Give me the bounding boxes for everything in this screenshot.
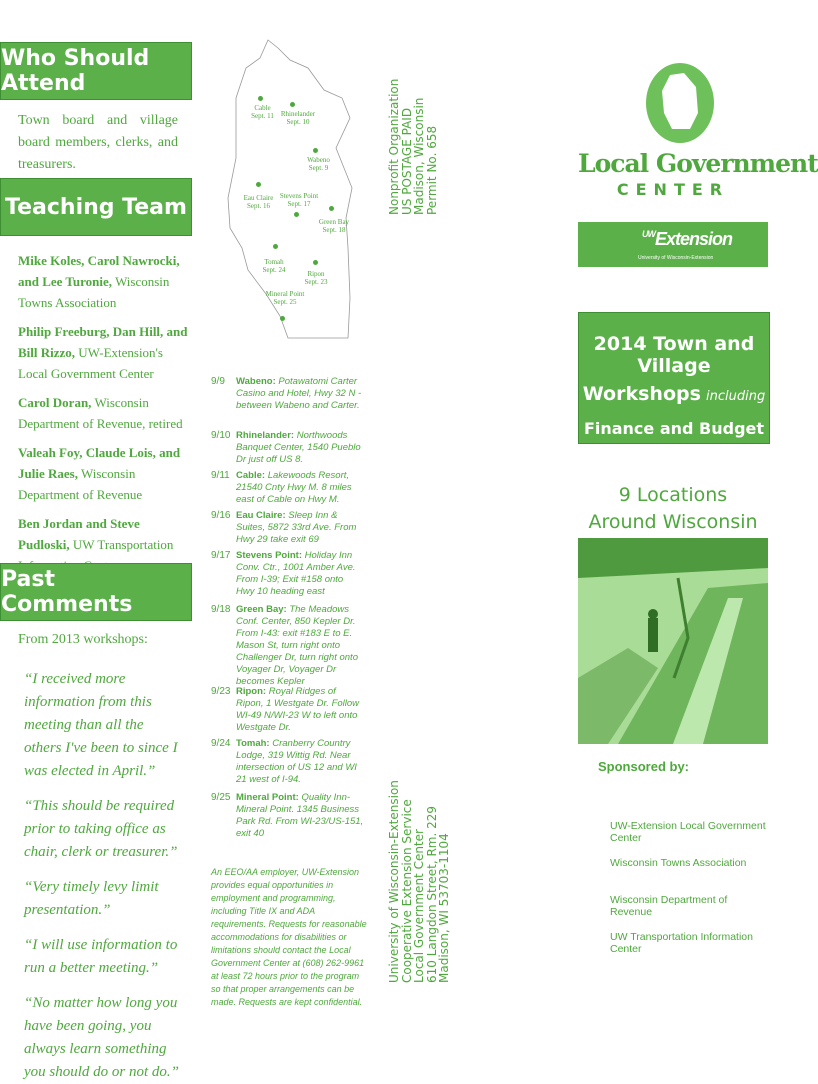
quote: “I received more information from this meeting than all the others I've been to since I was elected in April.” — [24, 671, 178, 779]
map-dot — [258, 96, 263, 101]
schedule-entry: Tomah: Cranberry Country Lodge, 319 Wittig Rd. Near intersection of US 12 and WI 21 west of I-94. — [236, 738, 357, 785]
map-city-mineral-point: Mineral Point Sept. 25 — [265, 290, 305, 306]
sponsor-item: Wisconsin Department of Revenue — [610, 894, 728, 918]
schedule-date: 9/10 — [211, 430, 231, 441]
quote: “This should be required prior to taking office as chair, clerk or treasurer.” — [24, 798, 178, 860]
who-should-attend-text: Town board and village board members, clerks, and treasurers. — [18, 113, 178, 172]
map-city-rhinelander: Rhinelander Sept. 10 — [280, 110, 316, 126]
uw-extension-logo-box — [578, 222, 768, 267]
team-org: Wisconsin Towns Association — [18, 274, 170, 310]
who-should-attend-banner — [0, 42, 192, 100]
schedule-date: 9/9 — [211, 376, 225, 387]
schedule-entry: Mineral Point: Quality Inn-Mineral Point. 1345 Business Park Rd. From WI-23/US-151, exit 40 — [236, 792, 364, 839]
team-entry — [18, 442, 190, 505]
team-org: UW-Extension's Local Government Center — [18, 345, 163, 381]
logo-line2: CENTER — [616, 180, 730, 199]
schedule-entry: Stevens Point: Holiday Inn Conv. Ctr., 1001 Amber Ave. From I-39; Exit #158 onto Hwy 10 heading east — [236, 550, 356, 597]
map-city-tomah: Tomah Sept. 24 — [262, 258, 286, 274]
team-names: Ben Jordan and Steve Pudloski, — [18, 516, 140, 552]
schedule-date: 9/24 — [211, 738, 231, 749]
teaching-team-list — [18, 250, 190, 576]
map-city-cable: Cable Sept. 11 — [251, 104, 274, 120]
team-names: Valeah Foy, Claude Lois, and Julie Raes, — [18, 445, 181, 481]
map-city-ripon: Ripon Sept. 23 — [304, 270, 328, 286]
team-names: Mike Koles, Carol Nawrocki, and Lee Turonie, — [18, 253, 180, 289]
sponsor-item: UW-Extension Local Government Center — [610, 820, 766, 844]
who-should-attend-title: Who Should Attend — [1, 46, 150, 96]
title-workshops-line: Workshops including — [582, 383, 766, 405]
map-city-wabeno: Wabeno Sept. 9 — [307, 156, 330, 172]
schedule-date: 9/17 — [211, 550, 231, 561]
map-dot — [256, 182, 261, 187]
team-names: Carol Doran, — [18, 395, 92, 410]
schedule-entry: Cable: Lakewoods Resort, 21540 Cnty Hwy M. 8 miles east of Cable on Hwy M. — [236, 470, 352, 505]
team-org: Wisconsin Department of Revenue, retired — [18, 395, 183, 431]
schedule-date: 9/23 — [211, 686, 231, 697]
schedule-date: 9/18 — [211, 604, 231, 615]
map-city-eau-claire: Eau Claire Sept. 16 — [243, 194, 274, 210]
title-main: 2014 Town and Village — [593, 333, 755, 377]
schedule-date: 9/25 — [211, 792, 231, 803]
team-org: Wisconsin Department of Revenue — [18, 466, 143, 502]
team-entry — [18, 250, 190, 313]
title-box — [578, 312, 770, 444]
past-comments-banner — [0, 563, 192, 621]
uw-extension-wordmark: $^{UW}$Extension — [642, 229, 733, 249]
logo-line1: Local Government — [578, 149, 818, 178]
schedule-entry: Rhinelander: Northwoods Banquet Center, 1540 Pueblo Dr just off US 8. — [236, 430, 361, 465]
locations-heading: 9 Locations Around Wisconsin — [588, 484, 758, 533]
schedule-entry: Ripon: Royal Ridges of Ripon, 1 Westgate Dr. Follow WI-49 N/WI-23 W to left onto Westgate Dr. — [236, 686, 360, 733]
schedule-date: 9/11 — [211, 470, 230, 481]
wisconsin-map — [218, 38, 358, 338]
sponsor-item: UW Transportation Information Center — [610, 931, 753, 955]
map-dot — [313, 148, 318, 153]
quote: “I will use information to run a better meeting.” — [24, 937, 178, 976]
schedule-date: 9/16 — [211, 510, 231, 521]
past-comments-intro: From 2013 workshops: — [18, 632, 148, 647]
quote: “Very timely levy limit presentation.” — [24, 879, 159, 918]
uw-extension-subtitle: University of Wisconsin-Extension — [638, 255, 714, 261]
map-dot — [294, 212, 299, 217]
sponsor-list — [610, 820, 770, 955]
teaching-team-banner — [0, 178, 192, 236]
lgc-logo — [578, 55, 818, 199]
map-dot — [280, 316, 285, 321]
eeo-statement: An EEO/AA employer, UW-Extension provides equal opportunities in employment and programming, including Title IX and ADA requirements. Requests for reasonable accommodations for disabilities or limitations should contact the Local Government Center at (608) 262-9961 at least 72 hours prior to the program so that proper arrangements can be made. Requests are kept confidential. — [211, 867, 367, 1007]
teaching-team-title: Teaching Team — [5, 194, 187, 220]
map-city-stevens-point: Stevens Point Sept. 17 — [279, 192, 319, 208]
return-address: University of Wisconsin-Extension Cooperative Extension Service Local Government Center 610 Langdon Street, Rm. 229 Madison, WI 53703-1104 — [387, 780, 451, 983]
team-names: Philip Freeburg, Dan Hill, and Bill Rizzo, — [18, 324, 188, 360]
past-comments-quotes — [24, 668, 184, 1084]
team-entry — [18, 392, 190, 434]
title-sub: Finance and Budget — [583, 419, 765, 438]
team-org: UW Transportation — [72, 537, 174, 552]
sponsor-item: Wisconsin Towns Association — [610, 857, 747, 869]
map-dot — [273, 244, 278, 249]
postage-permit: Nonprofit Organization US POSTAGE PAID Madison, Wisconsin Permit No. 658 — [387, 78, 439, 215]
team-entry — [18, 321, 190, 384]
past-comments-title: Past Comments — [1, 567, 133, 617]
map-dot — [329, 206, 334, 211]
map-city-green-bay: Green Bay Sept. 18 — [318, 218, 350, 234]
map-dot — [313, 260, 318, 265]
sponsored-by-label: Sponsored by: — [598, 759, 690, 774]
schedule-entry: Green Bay: The Meadows Conf. Center, 850 Kepler Dr. From I-43: exit #183 E to E. Mason St, turn right onto Challenger Dr, turn right onto Voyager Dr, Voyager Dr becomes Kepler — [236, 604, 358, 687]
road-photo — [578, 538, 768, 744]
schedule-entry: Eau Claire: Sleep Inn & Suites, 5872 33rd Ave. From Hwy 29 take exit 69 — [236, 510, 357, 545]
map-dot — [290, 102, 295, 107]
wisconsin-leaf-icon — [640, 55, 720, 145]
schedule-entry: Wabeno: Potawatomi Carter Casino and Hotel, Hwy 32 N - between Wabeno and Carter. — [236, 376, 362, 411]
quote: “No matter how long you have been going, you always learn something you should do or not do.” — [24, 995, 180, 1080]
